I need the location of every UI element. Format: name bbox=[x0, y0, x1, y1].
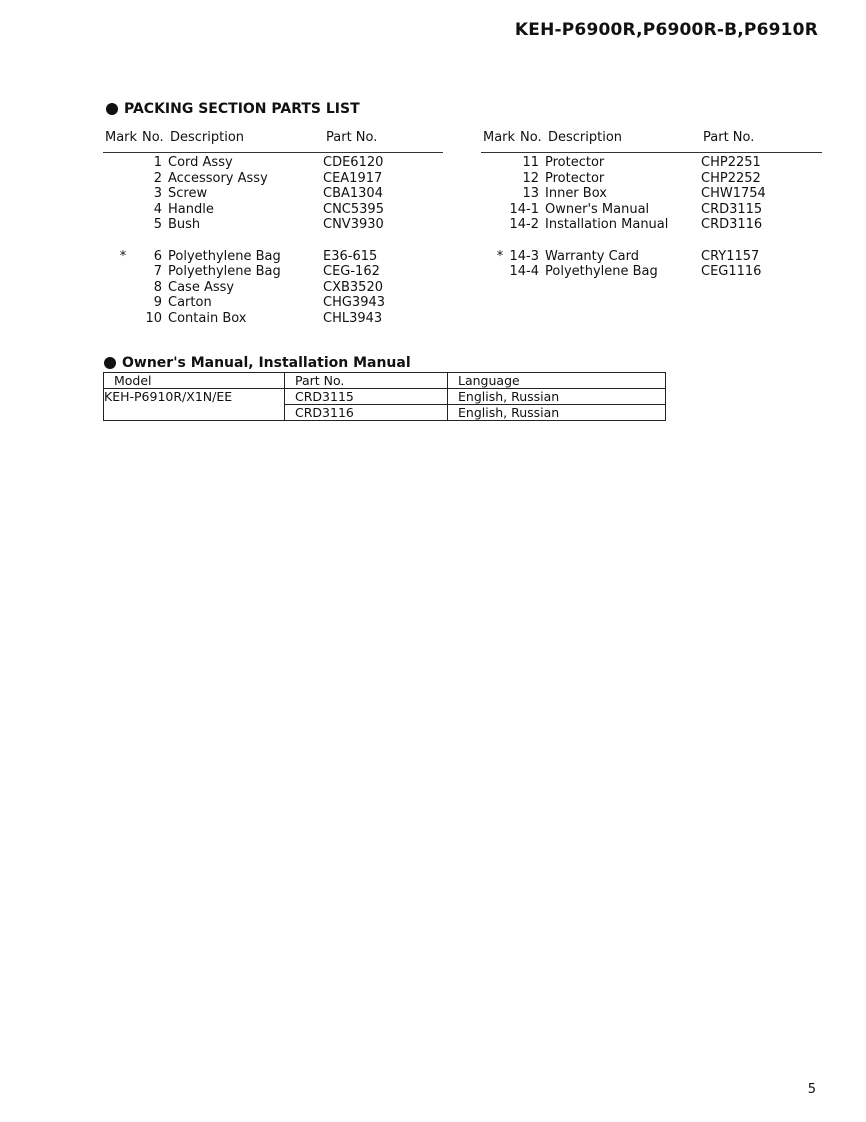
col-no: No. bbox=[520, 130, 542, 145]
table-row bbox=[103, 155, 443, 171]
item-no: 14-4 bbox=[509, 264, 539, 280]
bullet-icon bbox=[104, 357, 116, 369]
part-no: CDE6120 bbox=[323, 155, 384, 170]
description: Screw bbox=[168, 186, 208, 202]
model-cell: KEH-P6910R/X1N/EE bbox=[104, 389, 285, 421]
description: Protector bbox=[545, 170, 605, 186]
table-row bbox=[103, 171, 443, 187]
table-row bbox=[103, 186, 443, 202]
header-language: Language bbox=[448, 373, 666, 389]
packing-title-text: PACKING SECTION PARTS LIST bbox=[124, 101, 360, 117]
parts-rows bbox=[103, 155, 443, 327]
model-header: KEH-P6900R,P6900R-B,P6910R bbox=[514, 20, 818, 40]
description: Inner Box bbox=[545, 186, 607, 202]
bullet-icon bbox=[106, 103, 118, 115]
item-no: 12 bbox=[522, 170, 539, 186]
table-row bbox=[103, 280, 443, 296]
description: Owner's Manual bbox=[545, 201, 650, 217]
part-no: E36-615 bbox=[323, 248, 378, 264]
table-row bbox=[103, 311, 443, 327]
table-row bbox=[103, 264, 443, 280]
table-row bbox=[481, 171, 822, 187]
description: Accessory Assy bbox=[168, 170, 268, 186]
description: Warranty Card bbox=[545, 248, 639, 264]
item-no: 7 bbox=[153, 264, 162, 280]
item-no: 1 bbox=[153, 155, 162, 170]
item-no: 5 bbox=[153, 217, 162, 233]
table-row bbox=[481, 202, 822, 218]
item-no: 8 bbox=[153, 279, 162, 295]
language-cell: English, Russian bbox=[448, 405, 666, 421]
manuals-section-title bbox=[104, 355, 411, 371]
item-no: 9 bbox=[153, 295, 162, 311]
table-row bbox=[104, 389, 666, 405]
part-no: CHP2252 bbox=[701, 170, 761, 186]
part-no: CRD3115 bbox=[701, 201, 763, 217]
part-no: CHL3943 bbox=[323, 310, 383, 326]
part-no: CNC5395 bbox=[323, 201, 384, 217]
description: Cord Assy bbox=[168, 155, 233, 170]
row-spacer bbox=[481, 233, 822, 249]
item-no: 14-1 bbox=[509, 201, 539, 217]
part-no: CRY1157 bbox=[701, 248, 760, 264]
table-row bbox=[103, 202, 443, 218]
description: Handle bbox=[168, 201, 214, 217]
header-part-no: Part No. bbox=[285, 373, 448, 389]
header-model: Model bbox=[104, 373, 285, 389]
description: Case Assy bbox=[168, 279, 235, 295]
col-description: Description bbox=[170, 130, 245, 145]
item-no: 2 bbox=[153, 170, 162, 186]
table-row bbox=[481, 264, 822, 280]
part-no: CHP2251 bbox=[701, 155, 761, 170]
item-no: 4 bbox=[153, 201, 162, 217]
item-no: 11 bbox=[522, 155, 539, 170]
part-no: CEA1917 bbox=[323, 170, 383, 186]
part-no: CEG-162 bbox=[323, 264, 380, 280]
manuals-header-row bbox=[104, 373, 666, 389]
part-no: CHG3943 bbox=[323, 295, 386, 311]
table-row bbox=[103, 217, 443, 233]
table-row bbox=[103, 249, 443, 265]
mark: * bbox=[119, 248, 127, 264]
col-description: Description bbox=[548, 130, 623, 145]
description: Installation Manual bbox=[545, 217, 669, 233]
part-no: CNV3930 bbox=[323, 217, 384, 233]
part-no: CXB3520 bbox=[323, 279, 383, 295]
parts-rows bbox=[481, 155, 822, 280]
col-no: No. bbox=[142, 130, 164, 145]
page-number: 5 bbox=[807, 1082, 816, 1097]
part-no-cell: CRD3115 bbox=[285, 389, 448, 405]
table-row bbox=[481, 249, 822, 265]
packing-section-title bbox=[106, 101, 360, 117]
col-mark: Mark bbox=[483, 130, 516, 145]
part-no: CEG1116 bbox=[701, 264, 762, 280]
description: Polyethylene Bag bbox=[545, 264, 658, 280]
item-no: 14-3 bbox=[509, 248, 539, 264]
row-spacer bbox=[103, 233, 443, 249]
item-no: 13 bbox=[522, 186, 539, 202]
description: Carton bbox=[168, 295, 212, 311]
parts-list-left bbox=[103, 130, 443, 327]
manuals-title-text: Owner's Manual, Installation Manual bbox=[122, 355, 411, 371]
parts-list-right bbox=[481, 130, 822, 280]
description: Polyethylene Bag bbox=[168, 264, 281, 280]
item-no: 10 bbox=[145, 310, 162, 326]
parts-list-header bbox=[103, 130, 443, 153]
mark: * bbox=[496, 248, 504, 264]
part-no: CHW1754 bbox=[701, 186, 766, 202]
parts-list-header bbox=[481, 130, 822, 153]
table-row bbox=[103, 295, 443, 311]
table-row bbox=[481, 155, 822, 171]
item-no: 14-2 bbox=[509, 217, 539, 233]
manuals-table bbox=[103, 372, 666, 421]
description: Contain Box bbox=[168, 310, 247, 326]
table-row bbox=[481, 217, 822, 233]
item-no: 3 bbox=[153, 186, 162, 202]
part-no: CBA1304 bbox=[323, 186, 383, 202]
description: Protector bbox=[545, 155, 605, 170]
table-row bbox=[481, 186, 822, 202]
language-cell: English, Russian bbox=[448, 389, 666, 405]
col-part-no: Part No. bbox=[326, 130, 378, 145]
part-no: CRD3116 bbox=[701, 217, 763, 233]
description: Bush bbox=[168, 217, 201, 233]
description: Polyethylene Bag bbox=[168, 248, 281, 264]
col-part-no: Part No. bbox=[703, 130, 755, 145]
item-no: 6 bbox=[153, 248, 162, 264]
part-no-cell: CRD3116 bbox=[285, 405, 448, 421]
col-mark: Mark bbox=[105, 130, 138, 145]
